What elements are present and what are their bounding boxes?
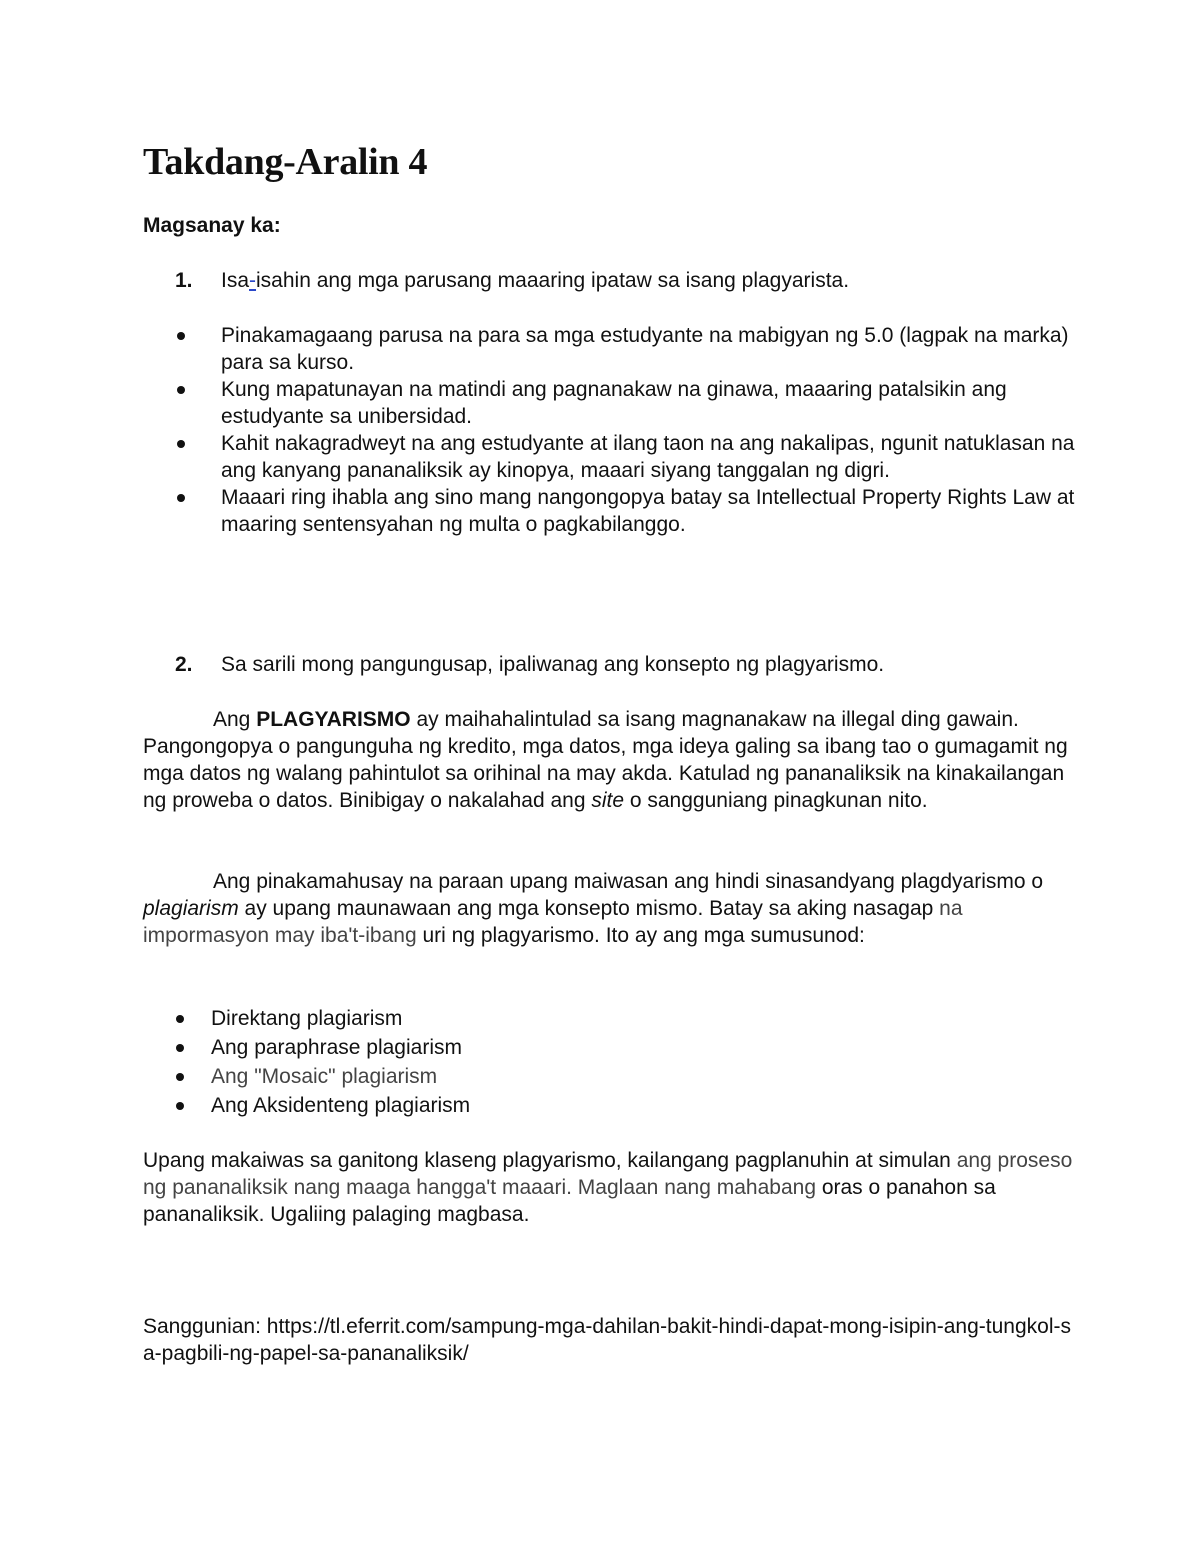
list-item: Ang Aksidenteng plagiarism bbox=[211, 1092, 911, 1121]
paragraph-3-part1: Upang makaiwas sa ganitong klaseng plagyarismo, kailangang pagplanuhin at simulan bbox=[143, 1149, 957, 1172]
paragraph-3-gray: ang proseso ng pananaliksik nang maaga hangga't maaari. Maglaan nang mahabang bbox=[143, 1149, 1073, 1199]
paragraph-prevention bbox=[143, 868, 1073, 949]
question-1-separator: - bbox=[249, 269, 257, 292]
reference-url: https://tl.eferrit.com/sampung-mga-dahilan-bakit-hindi-dapat-mong-isipin-ang-tungkol-sa-pagbili-ng-papel-sa-pananaliksik/ bbox=[143, 1315, 1071, 1365]
question-1-number: 1. bbox=[175, 269, 193, 292]
paragraph-3-part2: oras o panahon sa pananaliksik. Ugaliing palaging magbasa. bbox=[143, 1176, 996, 1226]
reference-label: Sanggunian: bbox=[143, 1315, 267, 1338]
paragraph-1-part1: ay maihahalintulad sa isang magnanakaw na illegal ding gawain. Pangongopya o pangunguha ng kredito, mga datos, mga ideya galing sa ibang tao o gumagamit ng mga datos ng walang pahintulot sa orihinal na may akda. Katulad ng pananaliksik na kinakailangan ng proweba o datos. Binibigay o nakalahad ang bbox=[143, 708, 1068, 812]
paragraph-1-italic: site bbox=[591, 789, 625, 812]
list-item: Kung mapatunayan na matindi ang pagnanakaw na ginawa, maaaring patalsikin ang estudyante sa unibersidad. bbox=[221, 376, 1081, 430]
paragraph-definition bbox=[143, 706, 1073, 814]
paragraph-2-part3: uri ng plagyarismo. Ito ay ang mga sumusunod: bbox=[416, 924, 865, 947]
list-item: Direktang plagiarism bbox=[211, 1005, 911, 1034]
list-item: Maaari ring ihabla ang sino mang nangongopya batay sa Intellectual Property Rights Law at maaring sentensyahan ng multa o pagkabilanggo. bbox=[221, 484, 1081, 538]
question-2-text: Sa sarili mong pangungusap, ipaliwanag ang konsepto ng plagyarismo. bbox=[221, 653, 885, 676]
paragraph-1-lead: Ang bbox=[213, 708, 257, 731]
list-item: Kahit nakagradweyt na ang estudyante at ilang taon na ang nakalipas, ngunit natuklasan na ang kanyang pananaliksik ay kinopya, maaari siyang tanggalan ng digri. bbox=[221, 430, 1081, 484]
paragraph-1-bold: PLAGYARISMO bbox=[256, 708, 411, 731]
paragraph-2-gray: na impormasyon may iba't-ibang bbox=[143, 897, 963, 947]
paragraph-1-part2: o sangguniang pinagkunan nito. bbox=[624, 789, 928, 812]
plagiarism-types-list bbox=[211, 1005, 911, 1121]
paragraph-advice bbox=[143, 1147, 1073, 1228]
page-title: Takdang-Aralin 4 bbox=[143, 141, 428, 183]
question-1-text bbox=[221, 267, 849, 294]
list-item: Ang paraphrase plagiarism bbox=[211, 1034, 911, 1063]
list-item: Ang "Mosaic" plagiarism bbox=[211, 1063, 911, 1092]
reference bbox=[143, 1313, 1073, 1367]
question-2-number: 2. bbox=[175, 653, 193, 676]
list-item: Pinakamagaang parusa na para sa mga estudyante na mabigyan ng 5.0 (lagpak na marka) para sa kurso. bbox=[221, 322, 1081, 376]
paragraph-2-part1: Ang pinakamahusay na paraan upang maiwasan ang hindi sinasandyang plagdyarismo o bbox=[213, 870, 1044, 893]
penalty-bullet-list bbox=[221, 322, 1081, 538]
paragraph-2-italic: plagiarism bbox=[143, 897, 239, 920]
question-1-text-after: isahin ang mga parusang maaaring ipataw sa isang plagyarista. bbox=[256, 269, 850, 292]
paragraph-2-part2: ay upang maunawaan ang mga konsepto mismo. Batay sa aking nasagap bbox=[238, 897, 940, 920]
question-1-text-before: Isa bbox=[221, 269, 250, 292]
subheading: Magsanay ka: bbox=[143, 214, 281, 237]
